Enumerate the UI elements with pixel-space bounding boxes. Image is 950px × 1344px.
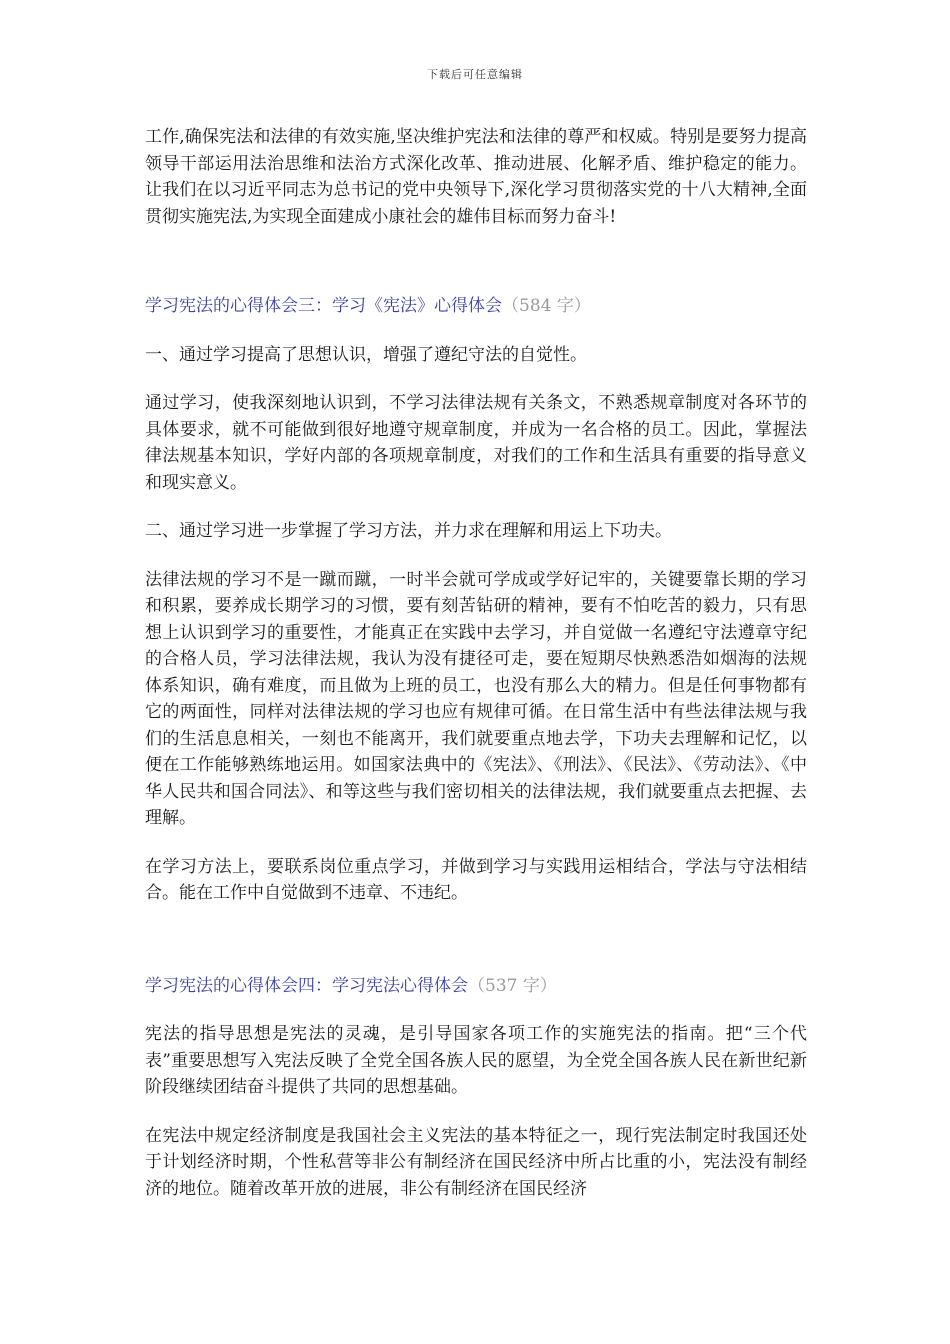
section-heading-title: 学习宪法的心得体会三：学习《宪法》心得体会 — [145, 296, 502, 316]
paragraph: 一、通过学习提高了思想认识，增强了遵纪守法的自觉性。 — [145, 344, 587, 365]
section-heading-title: 学习宪法的心得体会四：学习宪法心得体会 — [145, 975, 468, 996]
paragraph: 宪法的指导思想是宪法的灵魂，是引导国家各项工作的实施宪法的指南。把“三个代表”重要思想写入宪法反映了全党全国各族人民的愿望，为全党全国各族人民在新世纪新阶段继续团结奋斗提供了共同的思想基础。 — [145, 1024, 807, 1097]
paragraph: 通过学习，使我深刻地认识到，不学习法律法规有关条文，不熟悉规章制度对各环节的具体要求，就不可能做到很好地遵守规章制度，并成为一名合格的员工。因此，掌握法律法规基本知识，学好内部的各项规章制度，对我们的工作和生活具有重要的指导意义和现实意义。 — [145, 393, 807, 493]
section-word-count: （584 字） — [502, 296, 591, 316]
paragraph: 法律法规的学习不是一蹴而蹴，一时半会就可学成或学好记牢的，关键要靠长期的学习和积累，要养成长期学习的习惯，要有刻苦钻研的精神，要有不怕吃苦的毅力，只有思想上认识到学习的重要性，才能真正在实践中去学习，并自觉做一名遵纪守法遵章守纪的合格人员，学习法律法规，我认为没有捷径可走，要在短期尽快熟悉浩如烟海的法规体系知识，确有难度，而且做为上班的员工，也没有那么大的精力。但是任何事物都有它的两面性，同样对法律法规的学习也应有规律可循。在日常生活中有些法律法规与我们的生活息息相关，一刻也不能离开，我们就要重点地去学，下功夫去理解和记忆，以便在工作能够熟练地运用。如国家法典中的《宪法》、《刑法》、《民法》、《劳动法》、《中华人民共和国合同法》、和等这些与我们密切相关的法律法规，我们就要重点去把握、去理解。 — [145, 569, 807, 828]
page-header-note: 下载后可任意编辑 — [427, 68, 523, 81]
section-heading — [145, 293, 807, 320]
paragraph: 在学习方法上，要联系岗位重点学习，并做到学习与实践用运相结合，学法与守法相结合。能在工作中自觉做到不违章、不违纪。 — [145, 856, 807, 903]
section-word-count: （537 字） — [468, 975, 557, 996]
section-heading — [145, 973, 807, 1000]
paragraph: 二、通过学习进一步掌握了学习方法，并力求在理解和用运上下功夫。 — [145, 521, 672, 541]
document-body — [145, 124, 807, 1202]
paragraph: 工作,确保宪法和法律的有效实施,坚决维护宪法和法律的尊严和权威。特别是要努力提高领导干部运用法治思维和法治方式深化改革、推动进展、化解矛盾、维护稳定的能力。让我们在以习近平同志为总书记的党中央领导下,深化学习贯彻落实党的十八大精神,全面贯彻实施宪法,为实现全面建成小康社会的雄伟目标而努力奋斗! — [145, 127, 807, 227]
paragraph: 在宪法中规定经济制度是我国社会主义宪法的基本特征之一，现行宪法制定时我国还处于计划经济时期，个性私营等非公有制经济在国民经济中所占比重的小，宪法没有制经济的地位。随着改革开放的进展，非公有制经济在国民经济 — [145, 1125, 807, 1199]
